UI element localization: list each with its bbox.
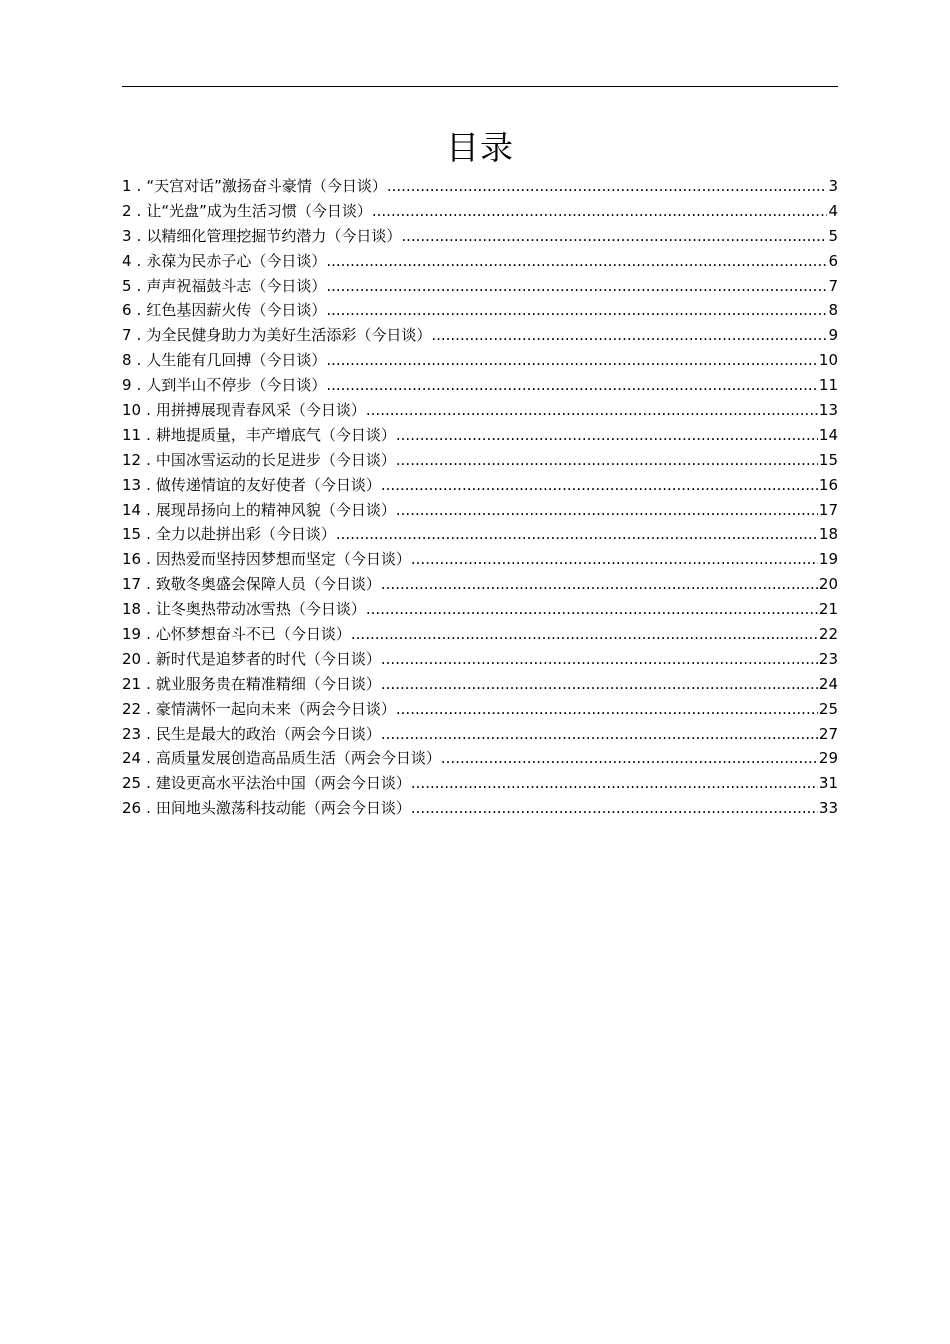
toc-entry-number: 25 bbox=[122, 774, 142, 793]
toc-entry-page: 14 bbox=[818, 425, 838, 444]
toc-entry-number: 13 bbox=[122, 475, 142, 494]
toc-entry[interactable] bbox=[122, 722, 838, 747]
toc-entry-leader bbox=[381, 572, 818, 597]
toc-entry-leader bbox=[326, 274, 827, 299]
toc-entry-number: 14 bbox=[122, 500, 142, 519]
toc-entry-leader bbox=[396, 498, 818, 523]
toc-entry-separator: . bbox=[146, 625, 151, 644]
toc-entry-title: 以精细化管理挖掘节约潜力（今日谈） bbox=[146, 226, 402, 245]
toc-entry[interactable] bbox=[122, 622, 838, 647]
toc-entry[interactable] bbox=[122, 746, 838, 771]
toc-entry-leader bbox=[326, 249, 827, 274]
toc-entry-leader bbox=[372, 199, 828, 224]
toc-entry-leader bbox=[326, 348, 818, 373]
toc-entry-number: 23 bbox=[122, 724, 142, 743]
toc-entry-separator: . bbox=[146, 450, 151, 469]
toc-entry[interactable] bbox=[122, 771, 838, 796]
toc-entry-title: 心怀梦想奋斗不已（今日谈） bbox=[155, 625, 351, 644]
toc-entry-separator: . bbox=[146, 749, 151, 768]
toc-entry-title: 全力以赴拼出彩（今日谈） bbox=[155, 525, 336, 544]
toc-entry-leader bbox=[396, 423, 818, 448]
toc-entry-title: 红色基因薪火传（今日谈） bbox=[146, 301, 327, 320]
toc-entry-leader bbox=[351, 622, 818, 647]
toc-entry[interactable] bbox=[122, 348, 838, 373]
toc-title: 目录 bbox=[446, 128, 514, 167]
toc-entry-number: 15 bbox=[122, 525, 142, 544]
toc-entry-number: 6 bbox=[122, 301, 132, 320]
toc-entry-page: 7 bbox=[828, 276, 838, 295]
toc-entry-separator: . bbox=[146, 674, 151, 693]
toc-entry-number: 17 bbox=[122, 575, 142, 594]
toc-entry-number: 11 bbox=[122, 425, 142, 444]
toc-entry[interactable] bbox=[122, 572, 838, 597]
toc-entry-separator: . bbox=[146, 525, 151, 544]
toc-entry-separator: . bbox=[146, 575, 151, 594]
toc-entry-separator: . bbox=[146, 774, 151, 793]
toc-entry[interactable] bbox=[122, 224, 838, 249]
toc-entry-number: 7 bbox=[122, 326, 132, 345]
toc-entry-separator: . bbox=[146, 600, 151, 619]
toc-entry-leader bbox=[326, 298, 827, 323]
toc-entry-title: 用拼搏展现青春风采（今日谈） bbox=[155, 401, 366, 420]
toc-entry-page: 4 bbox=[828, 201, 838, 220]
toc-entry-page: 16 bbox=[818, 475, 838, 494]
toc-entry-leader bbox=[326, 373, 818, 398]
toc-entry[interactable] bbox=[122, 672, 838, 697]
toc-entry[interactable] bbox=[122, 249, 838, 274]
toc-entry-page: 25 bbox=[818, 699, 838, 718]
toc-entry-number: 5 bbox=[122, 276, 132, 295]
toc-entry-leader bbox=[366, 398, 818, 423]
toc-entry-page: 29 bbox=[818, 749, 838, 768]
toc-entry-number: 8 bbox=[122, 351, 132, 370]
toc-entry-title: 声声祝福鼓斗志（今日谈） bbox=[146, 276, 327, 295]
toc-entry-number: 1 bbox=[122, 177, 132, 195]
toc-entry-title: 人到半山不停步（今日谈） bbox=[146, 376, 327, 395]
toc-entry-leader bbox=[411, 771, 818, 796]
toc-entry-leader bbox=[396, 448, 818, 473]
toc-entry-title: 耕地提质量，丰产增底气（今日谈） bbox=[155, 425, 396, 444]
toc-entry-separator: . bbox=[146, 649, 151, 668]
toc-entry-separator: . bbox=[136, 276, 142, 295]
toc-entry-separator: . bbox=[146, 401, 151, 420]
toc-entry-separator: . bbox=[136, 376, 142, 395]
toc-entry-page: 19 bbox=[818, 550, 838, 569]
toc-entry-separator: . bbox=[146, 550, 151, 569]
toc-entry-title: 人生能有几回搏（今日谈） bbox=[146, 351, 327, 370]
toc-entry-title: “天宫对话”激扬奋斗豪情（今日谈） bbox=[146, 177, 387, 195]
toc-entry-page: 13 bbox=[818, 401, 838, 420]
toc-entry-title: 建设更高水平法治中国（两会今日谈） bbox=[155, 774, 411, 793]
toc-entry-title: 中国冰雪运动的长足进步（今日谈） bbox=[155, 450, 396, 469]
toc-entry-page: 24 bbox=[818, 674, 838, 693]
toc-entry-leader bbox=[411, 547, 818, 572]
toc-entry-number: 10 bbox=[122, 401, 142, 420]
toc-entry[interactable] bbox=[122, 473, 838, 498]
toc-entry-title: 做传递情谊的友好使者（今日谈） bbox=[155, 475, 381, 494]
toc-entry-separator: . bbox=[146, 699, 151, 718]
toc-entry-separator: . bbox=[146, 475, 151, 494]
toc-entry-page: 10 bbox=[818, 351, 838, 370]
toc-entry-separator: . bbox=[146, 724, 151, 743]
toc-entry-title: 田间地头激荡科技动能（两会今日谈） bbox=[155, 799, 411, 818]
toc-entry-number: 21 bbox=[122, 674, 142, 693]
toc-entry-number: 3 bbox=[122, 226, 132, 245]
toc-entry-page: 8 bbox=[828, 301, 838, 320]
toc-entry[interactable] bbox=[122, 597, 838, 622]
toc-entry-title: 让“光盘”成为生活习惯（今日谈） bbox=[146, 201, 372, 220]
toc-entry-leader bbox=[411, 796, 818, 821]
toc-entry-number: 24 bbox=[122, 749, 142, 768]
header-rule bbox=[122, 86, 838, 87]
toc-entry-page: 23 bbox=[818, 649, 838, 668]
toc-entry-leader bbox=[381, 647, 818, 672]
toc-entry[interactable] bbox=[122, 547, 838, 572]
toc-entry-page: 15 bbox=[818, 450, 838, 469]
toc-list bbox=[122, 174, 838, 821]
toc-entry-page: 3 bbox=[828, 177, 838, 195]
toc-entry-separator: . bbox=[136, 226, 142, 245]
toc-entry-separator: . bbox=[136, 251, 142, 270]
toc-entry-leader bbox=[431, 323, 827, 348]
toc-entry-title: 致敬冬奥盛会保障人员（今日谈） bbox=[155, 575, 381, 594]
toc-entry-leader bbox=[366, 597, 818, 622]
toc-entry-leader bbox=[401, 224, 827, 249]
toc-entry[interactable] bbox=[122, 647, 838, 672]
toc-entry-number: 12 bbox=[122, 450, 142, 469]
toc-entry-number: 20 bbox=[122, 649, 142, 668]
toc-entry-title: 因热爱而坚持因梦想而坚定（今日谈） bbox=[155, 550, 411, 569]
toc-entry-separator: . bbox=[146, 500, 151, 519]
toc-entry[interactable] bbox=[122, 298, 838, 323]
toc-entry-title: 新时代是追梦者的时代（今日谈） bbox=[155, 649, 381, 668]
toc-entry-page: 5 bbox=[828, 226, 838, 245]
toc-entry-title: 展现昂扬向上的精神风貌（今日谈） bbox=[155, 500, 396, 519]
toc-entry-page: 17 bbox=[818, 500, 838, 519]
toc-entry-separator: . bbox=[136, 301, 142, 320]
toc-entry-title: 就业服务贵在精准精细（今日谈） bbox=[155, 674, 381, 693]
toc-entry-leader bbox=[396, 697, 818, 722]
toc-entry-separator: . bbox=[136, 326, 142, 345]
toc-entry-number: 26 bbox=[122, 799, 142, 818]
toc-entry-title: 民生是最大的政治（两会今日谈） bbox=[155, 724, 381, 743]
toc-entry-title: 让冬奥热带动冰雪热（今日谈） bbox=[155, 600, 366, 619]
toc-entry[interactable] bbox=[122, 323, 838, 348]
toc-entry-page: 21 bbox=[818, 600, 838, 619]
toc-entry-page: 33 bbox=[818, 799, 838, 818]
toc-entry[interactable] bbox=[122, 373, 838, 398]
toc-entry-page: 18 bbox=[818, 525, 838, 544]
toc-entry[interactable] bbox=[122, 498, 838, 523]
toc-entry-title: 永葆为民赤子心（今日谈） bbox=[146, 251, 327, 270]
toc-entry[interactable] bbox=[122, 522, 838, 547]
toc-entry-number: 22 bbox=[122, 699, 142, 718]
toc-entry-number: 9 bbox=[122, 376, 132, 395]
toc-entry-page: 9 bbox=[828, 326, 838, 345]
toc-entry-page: 20 bbox=[818, 575, 838, 594]
toc-entry-page: 6 bbox=[828, 251, 838, 270]
toc-entry-page: 22 bbox=[818, 625, 838, 644]
toc-entry-number: 19 bbox=[122, 625, 142, 644]
toc-entry-page: 27 bbox=[818, 724, 838, 743]
toc-entry-number: 2 bbox=[122, 201, 132, 220]
toc-entry-leader bbox=[381, 672, 818, 697]
toc-entry[interactable] bbox=[122, 423, 838, 448]
toc-entry-page: 31 bbox=[818, 774, 838, 793]
toc-entry[interactable] bbox=[122, 398, 838, 423]
toc-entry-title: 高质量发展创造高品质生活（两会今日谈） bbox=[155, 749, 441, 768]
toc-entry[interactable] bbox=[122, 199, 838, 224]
toc-entry[interactable] bbox=[122, 274, 838, 299]
toc-entry[interactable] bbox=[122, 796, 838, 821]
toc-entry-leader bbox=[381, 722, 818, 747]
toc-entry[interactable] bbox=[122, 697, 838, 722]
toc-entry-number: 4 bbox=[122, 251, 132, 270]
toc-entry[interactable] bbox=[122, 448, 838, 473]
toc-entry-leader bbox=[336, 522, 818, 547]
toc-entry-separator: . bbox=[146, 425, 151, 444]
toc-entry-separator: . bbox=[146, 799, 151, 818]
toc-entry-separator: . bbox=[136, 177, 142, 195]
toc-entry-number: 18 bbox=[122, 600, 142, 619]
toc-entry-separator: . bbox=[136, 201, 142, 220]
toc-entry-leader bbox=[381, 473, 818, 498]
toc-entry-leader bbox=[387, 174, 828, 199]
toc-entry-page: 11 bbox=[818, 376, 838, 395]
toc-entry-title: 豪情满怀一起向未来（两会今日谈） bbox=[155, 699, 396, 718]
toc-entry-leader bbox=[441, 746, 818, 771]
toc-entry-title: 为全民健身助力为美好生活添彩（今日谈） bbox=[146, 326, 432, 345]
toc-entry[interactable] bbox=[122, 174, 838, 199]
toc-entry-number: 16 bbox=[122, 550, 142, 569]
toc-entry-separator: . bbox=[136, 351, 142, 370]
